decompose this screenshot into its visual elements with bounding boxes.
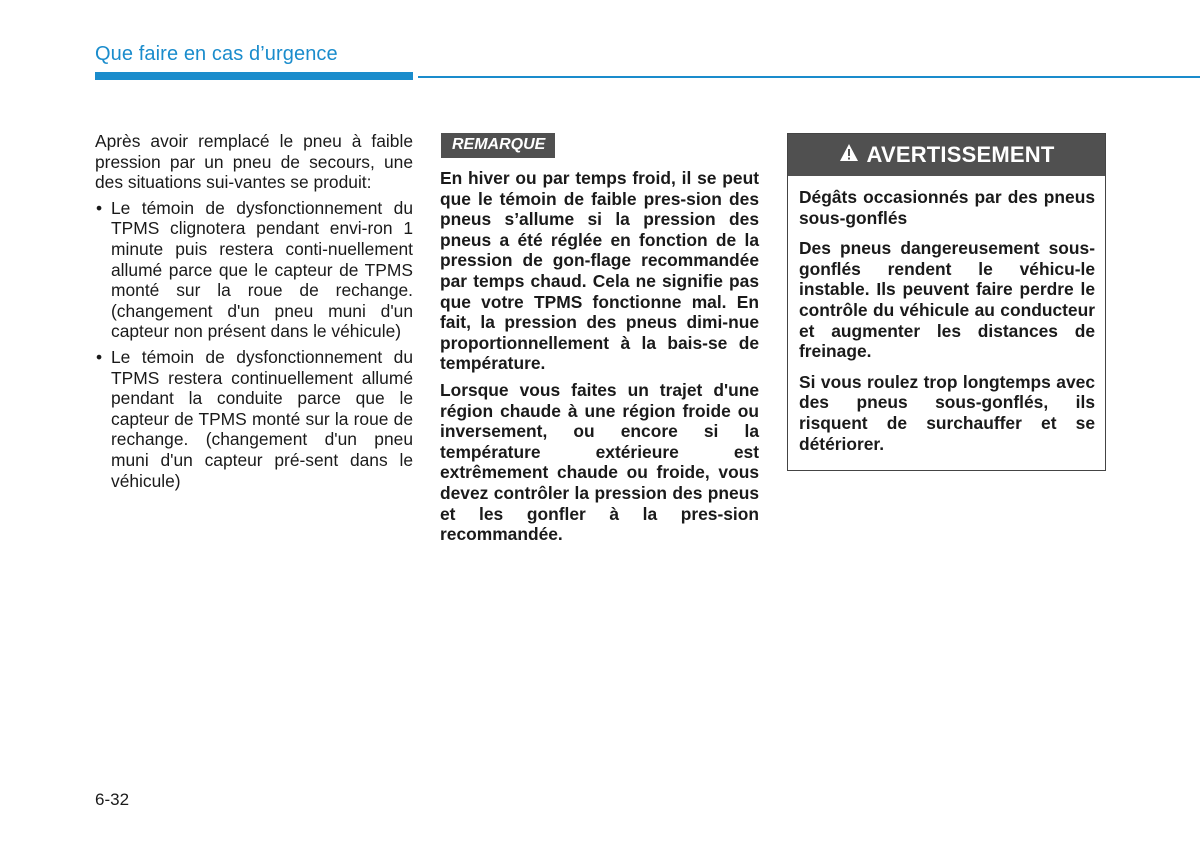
warning-box bbox=[787, 133, 1106, 471]
note-badge: REMARQUE bbox=[441, 133, 555, 158]
list-item-text: Le témoin de dysfonctionnement du TPMS restera continuellement allumé pendant la conduite parce que le capteur de TPMS monté sur la roue de rechange. (changement d'un pneu muni d'un capteur pré-sent dans le véhicule) bbox=[111, 346, 413, 491]
bullet-marker: • bbox=[96, 346, 103, 367]
note-body bbox=[440, 168, 759, 551]
bullet-list bbox=[95, 198, 413, 491]
bullet-marker: • bbox=[96, 197, 103, 218]
warning-paragraph: Des pneus dangereusement sous-gonflés rendent le véhicu-le instable. Ils peuvent faire perdre le contrôle du véhicule au conducteur et augmenter les distances de freinage. bbox=[799, 238, 1095, 362]
warning-paragraph: Dégâts occasionnés par des pneus sous-gonflés bbox=[799, 187, 1095, 228]
list-item-text: Le témoin de dysfonctionnement du TPMS clignotera pendant envi-ron 1 minute puis restera conti-nuellement allumé parce que le capteur de TPMS monté sur la roue de rechange. (changement d'un pneu muni d'un capteur non présent dans le véhicule) bbox=[111, 197, 413, 342]
section-title: Que faire en cas d’urgence bbox=[95, 43, 338, 65]
column-left bbox=[95, 131, 413, 496]
header-rule bbox=[418, 76, 1200, 78]
note-paragraph: Lorsque vous faites un trajet d'une région chaude à une région froide ou inversement, ou encore si la température extérieure est extrêmement chaude ou froide, vous devez contrôler la pression des pneus et les gonfler à la pres-sion recommandée. bbox=[440, 379, 759, 545]
warning-title: AVERTISSEMENT bbox=[866, 142, 1055, 167]
list-item bbox=[95, 347, 413, 491]
intro-paragraph: Après avoir remplacé le pneu à faible pression par un pneu de secours, une des situations sui-vantes se produit: bbox=[95, 131, 413, 193]
warning-body bbox=[788, 176, 1105, 454]
note-paragraph: En hiver ou par temps froid, il se peut que le témoin de faible pres-sion des pneus s’allume si la pression des pneus a été réglée en fonction de la pression de gon-flage recommandée par temps chaud. Cela ne signifie pas que votre TPMS fonctionne mal. En fait, la pression des pneus dimi-nue proportionnellement à la bais-se de température. bbox=[440, 168, 759, 374]
warning-header bbox=[788, 134, 1105, 176]
warning-triangle-icon bbox=[839, 142, 859, 168]
header-accent-bar bbox=[95, 72, 413, 80]
warning-paragraph: Si vous roulez trop longtemps avec des pneus sous-gonflés, ils risquent de surchauffer et se détériorer. bbox=[799, 371, 1095, 454]
page-number: 6-32 bbox=[95, 790, 130, 809]
list-item bbox=[95, 198, 413, 342]
